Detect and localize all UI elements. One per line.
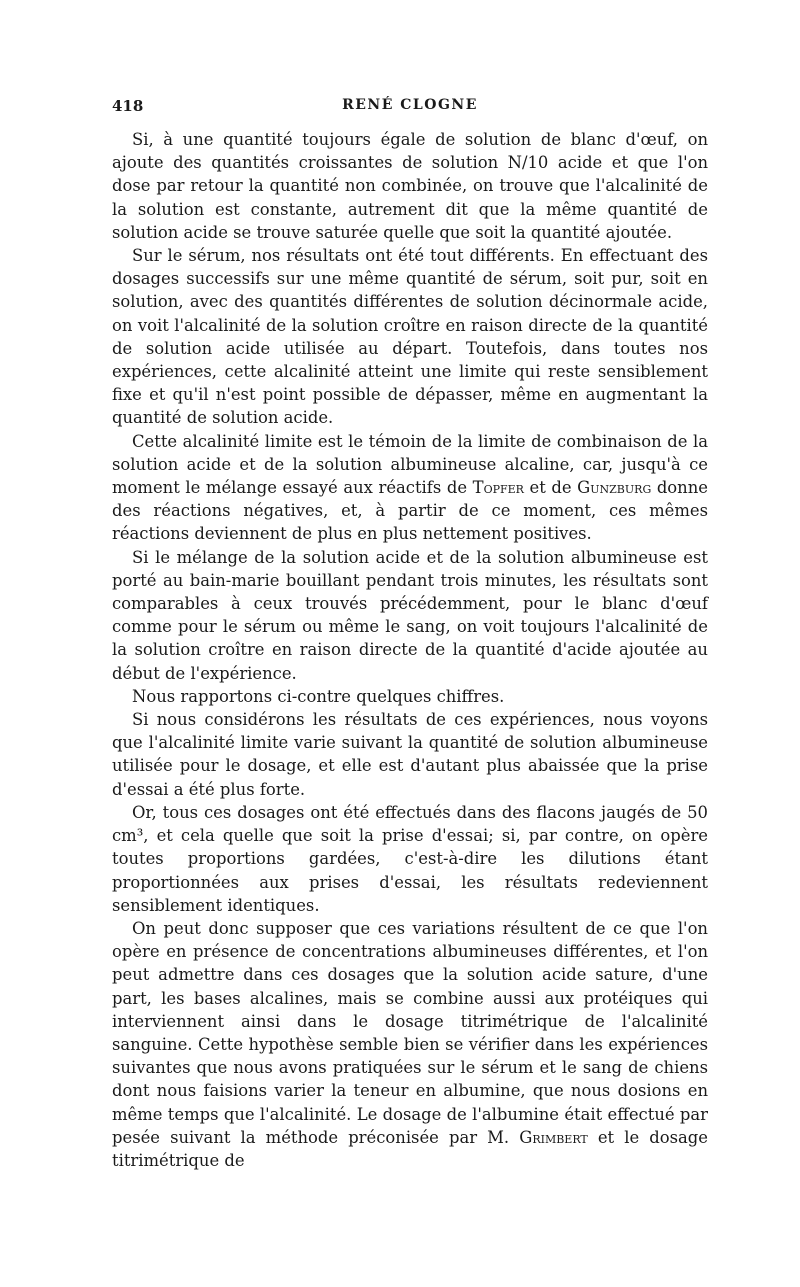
paragraph-text: On peut donc supposer que ces variations résultent de ce que l'on opère en présence de concentrations albumineuses différentes, et l'on peut admettre dans ces dosages que la solution acide sature, d'une part, les bases alcalines, mais se combine aussi aux protéiques qui interviennent ainsi dans le dosage titrimétrique de l'alcalinité sanguine. Cette hypothèse semble bien se vérifier dans les expériences suivantes que nous avons pratiquées sur le sérum et le sang de chiens dont nous faisions varier la teneur en albumine, que nous dosions en même temps que l'alcalinité. Le dosage de l'albumine était effectué par pesée suivant la méthode préconisée par M. bbox=[112, 918, 708, 1147]
paragraph-text: donne des réactions négatives, et, à partir de ce moment, ces mêmes réactions deviennent de plus en plus nettement positives. bbox=[112, 478, 708, 544]
paragraph-text: Sur le sérum, nos résultats ont été tout différents. En effectuant des dosages successifs sur une même quantité de sérum, soit pur, soit en solution, avec des quantités différentes de solution décinormale acide, on voit l'alcalinité de la solution croître en raison directe de la quantité de solution acide utilisée au départ. Toutefois, dans toutes nos expériences, cette alcalinité atteint une limite qui reste sensiblement fixe et qu'il n'est point possible de dépasser, même en augmentant la quantité de solution acide. bbox=[112, 246, 708, 428]
paragraph-text: Or, tous ces dosages ont été effectués dans des flacons jaugés de 50 cm³, et cela quelle que soit la prise d'essai; si, par contre, on opère toutes proportions gardées, c'est-à-dire les dilutions étant proportionnées aux prises d'essai, les résultats redeviennent sensiblement identiques. bbox=[112, 802, 708, 915]
paragraph-5 bbox=[112, 685, 708, 708]
author-name-gunzburg: Gunzburg bbox=[577, 478, 652, 498]
paragraph-text: Si nous considérons les résultats de ces expériences, nous voyons que l'alcalinité limite varie suivant la quantité de solution albumineuse utilisée pour le dosage, et elle est d'autant plus abaissée que la prise d'essai a été plus forte. bbox=[112, 710, 708, 799]
paragraph-text: et de bbox=[523, 478, 578, 498]
paragraph-6 bbox=[112, 708, 708, 801]
page-number: 418 bbox=[112, 97, 144, 115]
paragraph-text: Si, à une quantité toujours égale de solution de blanc d'œuf, on ajoute des quantités croissantes de solution N/10 acide et que l'on dose par retour la quantité non combinée, on trouve que l'alcalinité de la solution est constante, autrement dit que la même quantité de solution acide se trouve saturée quelle que soit la quantité ajoutée. bbox=[112, 130, 708, 242]
paragraph-text: Nous rapportons ci-contre quelques chiffres. bbox=[132, 686, 505, 706]
author-name-grimbert: Grimbert bbox=[519, 1127, 588, 1147]
paragraph-2 bbox=[112, 244, 708, 430]
paragraph-8 bbox=[112, 917, 708, 1172]
paragraph-7 bbox=[112, 801, 708, 917]
paragraph-3 bbox=[112, 430, 708, 546]
author-name-topfer: Topfer bbox=[472, 478, 524, 498]
paragraph-text: Cette alcalinité limite est le témoin de la limite de combinaison de la solution acide et de la solution albumineuse alcaline, car, jusqu'à ce moment le mélange essayé aux réactifs de bbox=[112, 431, 708, 498]
body-text bbox=[112, 128, 708, 1172]
paragraph-text: Si le mélange de la solution acide et de la solution albumineuse est porté au bain-marie bouillant pendant trois minutes, les résultats sont comparables à ceux trouvés précédemment, pour le blanc d'œuf comme pour le sérum ou même le sang, on voit toujours l'alcalinité de la solution croître en raison directe de la quantité d'acide ajoutée au début de l'expérience. bbox=[112, 547, 708, 683]
paragraph-1 bbox=[112, 128, 708, 244]
page-header bbox=[112, 97, 708, 121]
running-head: RENÉ CLOGNE bbox=[342, 97, 478, 113]
paragraph-4 bbox=[112, 546, 708, 685]
paragraph-text: et le dosage titrimétrique de bbox=[112, 1127, 708, 1170]
